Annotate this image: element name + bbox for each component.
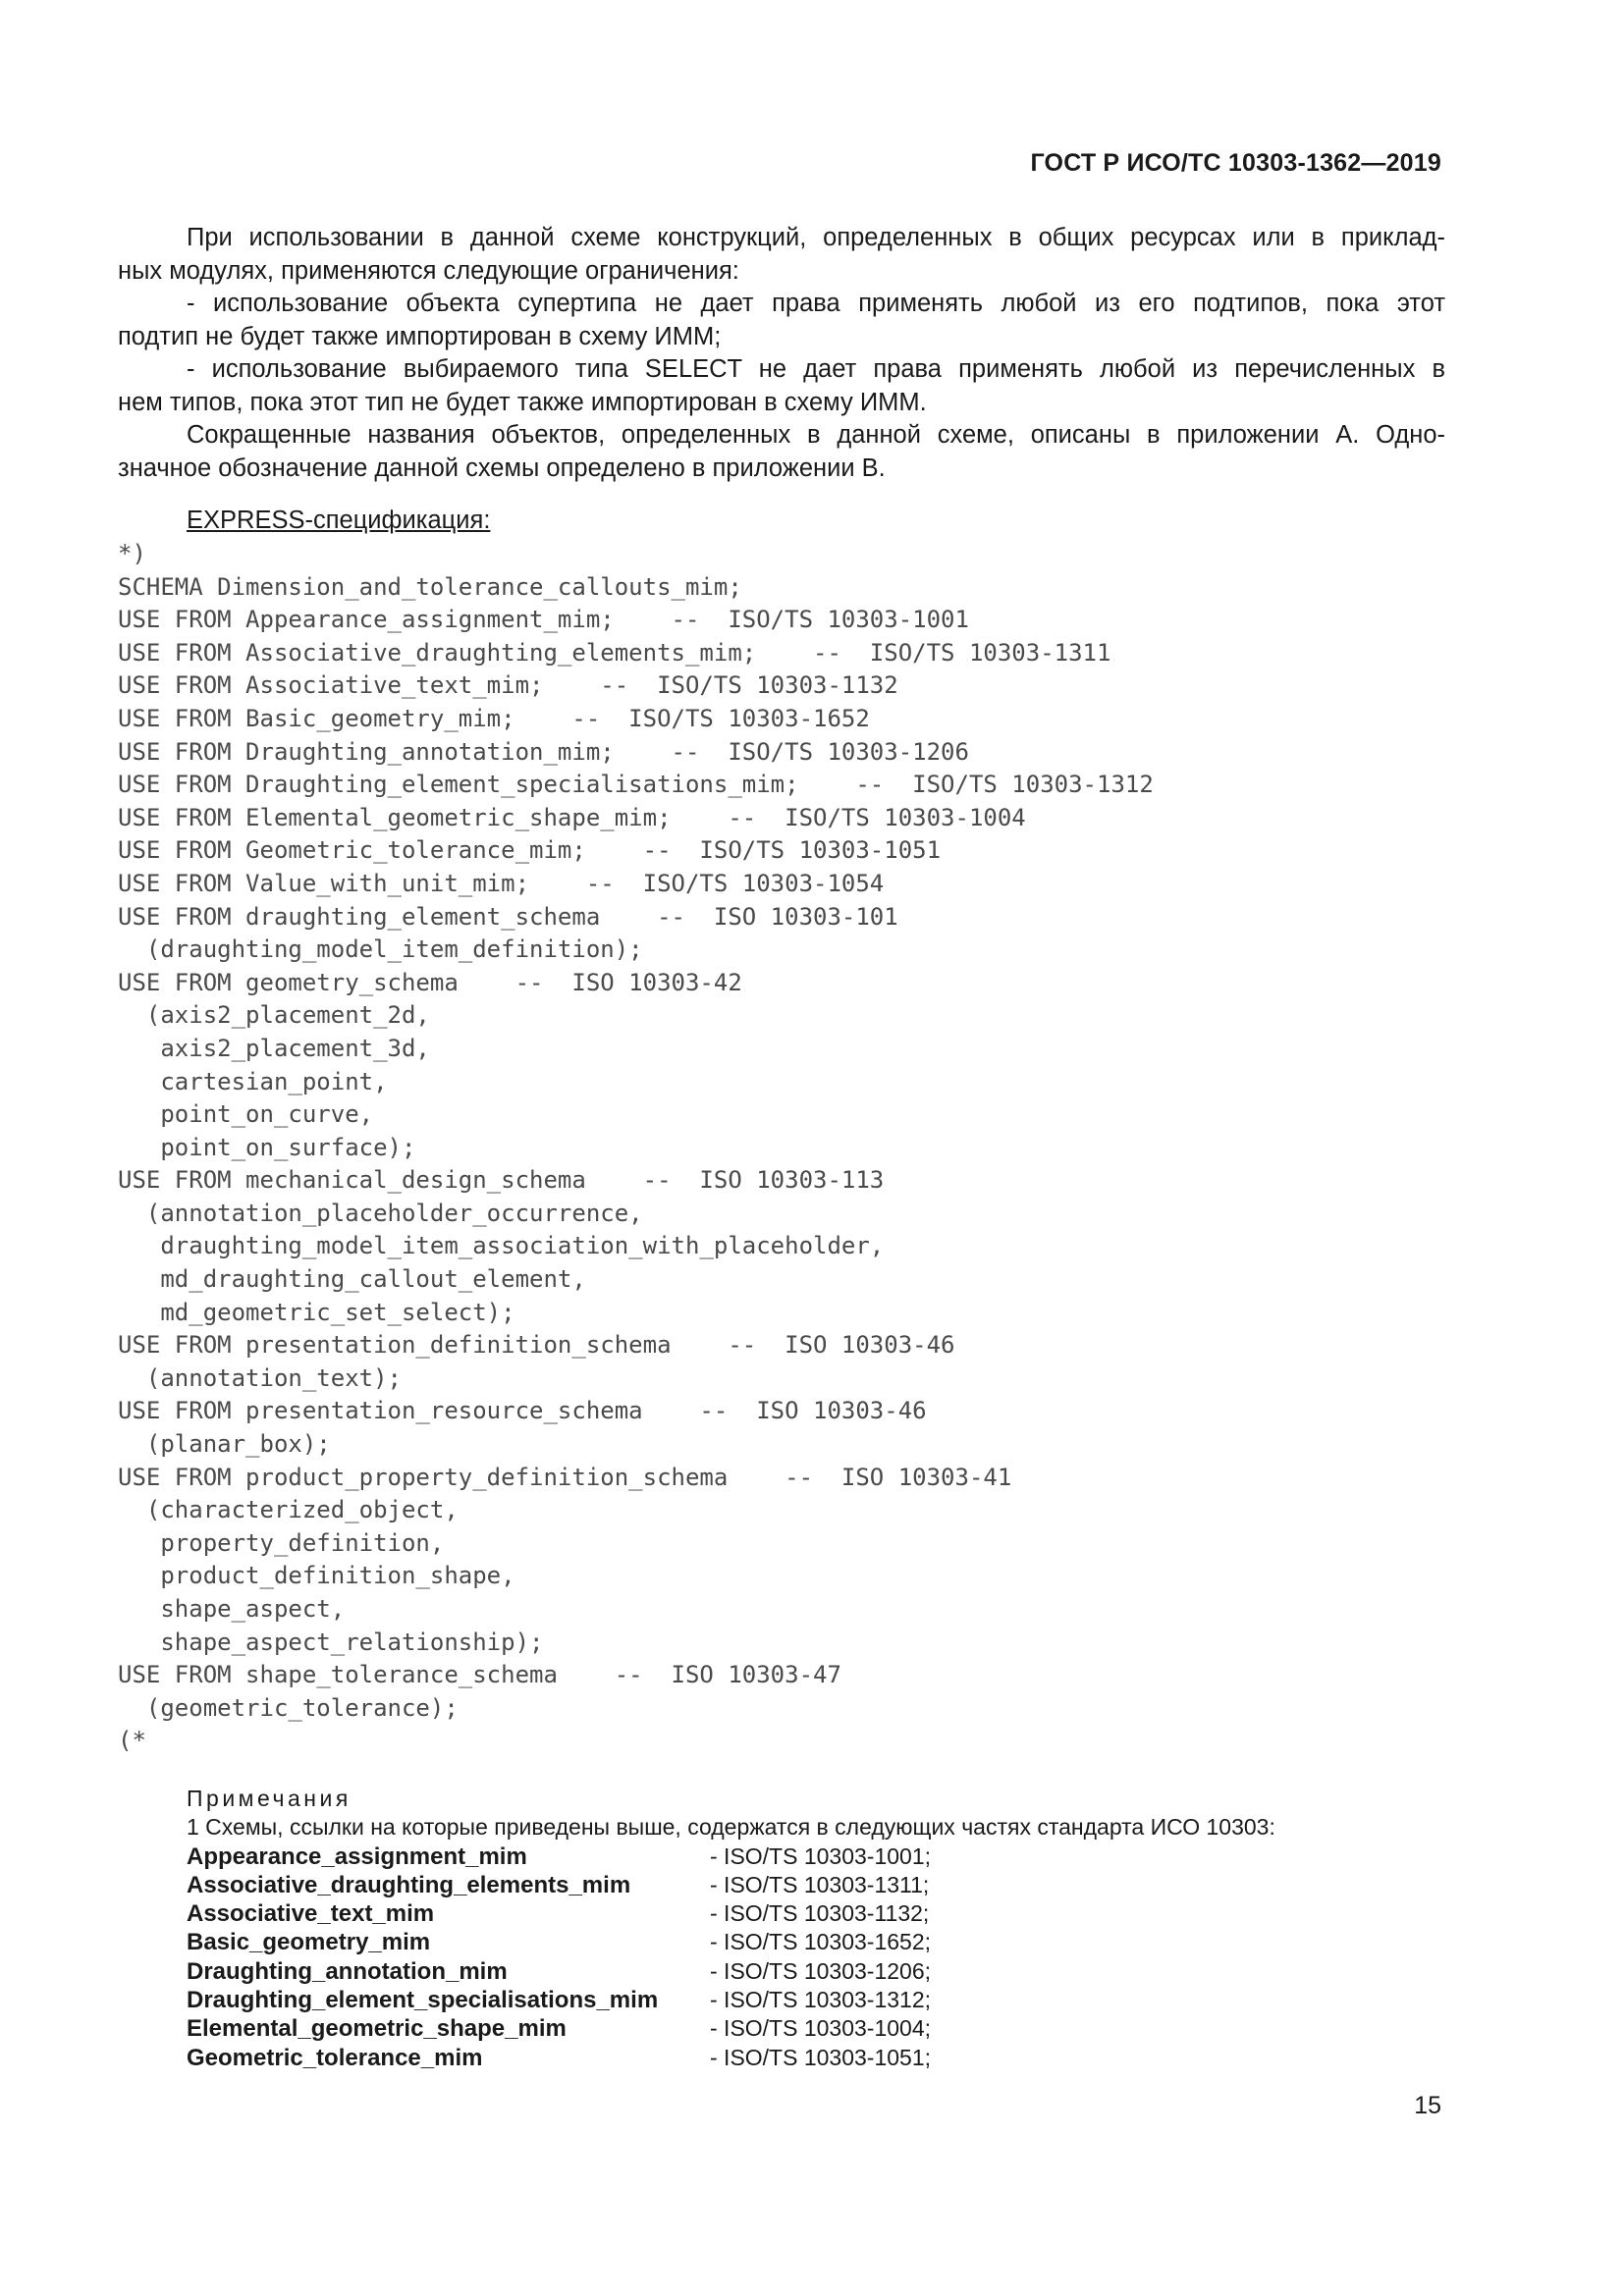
- body-line: Сокращенные названия объектов, определенных в данной схеме, описаны в приложении А. Одно-: [187, 421, 1445, 449]
- code-line: (annotation_text);: [118, 1363, 402, 1392]
- code-line: USE FROM Draughting_annotation_mim; -- ISO/TS 10303-1206: [118, 737, 969, 766]
- body-line: значное обозначение данной схемы определено в приложении В.: [118, 454, 886, 482]
- schema-reference: - ISO/TS 10303-1652;: [710, 1929, 932, 1955]
- code-line: USE FROM geometry_schema -- ISO 10303-42: [118, 968, 742, 996]
- code-line: USE FROM mechanical_design_schema -- ISO 10303-113: [118, 1166, 885, 1195]
- notes-row: [187, 1899, 1275, 1928]
- notes-section: [187, 1785, 1275, 2072]
- code-line: md_geometric_set_select);: [118, 1298, 515, 1326]
- notes-list: [187, 1842, 1275, 2072]
- code-line: (planar_box);: [118, 1430, 331, 1459]
- schema-name: Basic_geometry_mim: [187, 1929, 431, 1956]
- notes-row: [187, 1842, 1275, 1871]
- code-line: shape_aspect,: [118, 1595, 346, 1623]
- code-line: USE FROM Geometric_tolerance_mim; -- ISO/TS 10303-1051: [118, 836, 942, 865]
- code-line: USE FROM shape_tolerance_schema -- ISO 10303-47: [118, 1661, 841, 1689]
- code-line: USE FROM presentation_resource_schema -- ISO 10303-46: [118, 1397, 927, 1425]
- notes-row: [187, 1928, 1275, 1956]
- notes-row: [187, 1957, 1275, 1986]
- code-line: USE FROM Basic_geometry_mim; -- ISO/TS 10303-1652: [118, 704, 870, 732]
- notes-row: [187, 1871, 1275, 1899]
- code-line: (axis2_placement_2d,: [118, 1001, 430, 1030]
- code-line: shape_aspect_relationship);: [118, 1628, 544, 1656]
- code-line: (annotation_placeholder_occurrence,: [118, 1199, 643, 1227]
- code-line: property_definition,: [118, 1528, 445, 1557]
- schema-name: Associative_text_mim: [187, 1900, 435, 1928]
- schema-reference: - ISO/TS 10303-1206;: [710, 1957, 932, 1984]
- body-line: нем типов, пока этот тип не будет также импортирован в схему ИММ.: [118, 388, 927, 416]
- schema-name: Elemental_geometric_shape_mim: [187, 2015, 567, 2043]
- notes-title: Примечания: [187, 1786, 352, 1811]
- code-line: (geometric_tolerance);: [118, 1693, 459, 1722]
- notes-row: [187, 2044, 1275, 2072]
- code-line: point_on_curve,: [118, 1100, 374, 1129]
- body-text: [118, 222, 1445, 485]
- code-line: md_draughting_callout_element,: [118, 1265, 586, 1294]
- notes-intro: 1 Схемы, ссылки на которые приведены выше, содержатся в следующих частях стандарта ИСО 10303:: [187, 1814, 1275, 1841]
- code-line: cartesian_point,: [118, 1067, 388, 1095]
- schema-reference: - ISO/TS 10303-1001;: [710, 1842, 932, 1869]
- schema-name: Appearance_assignment_mim: [187, 1842, 527, 1870]
- schema-name: Draughting_element_specialisations_mim: [187, 1987, 659, 2014]
- code-line: USE FROM Associative_draughting_elements_mim; -- ISO/TS 10303-1311: [118, 638, 1111, 667]
- body-line: При использовании в данной схеме конструкций, определенных в общих ресурсах или в приклад-: [187, 224, 1445, 251]
- code-line: USE FROM draughting_element_schema -- ISO 10303-101: [118, 902, 898, 931]
- express-spec-title: EXPRESS-спецификация:: [187, 507, 491, 534]
- code-line: product_definition_shape,: [118, 1562, 515, 1590]
- code-line: USE FROM product_property_definition_schema -- ISO 10303-41: [118, 1463, 1012, 1491]
- code-line: USE FROM Appearance_assignment_mim; -- ISO/TS 10303-1001: [118, 606, 969, 634]
- code-line: USE FROM Elemental_geometric_shape_mim; -- ISO/TS 10303-1004: [118, 803, 1026, 831]
- schema-reference: - ISO/TS 10303-1051;: [710, 2044, 932, 2070]
- schema-reference: - ISO/TS 10303-1311;: [710, 1871, 930, 1897]
- notes-row: [187, 1986, 1275, 2014]
- code-line: draughting_model_item_association_with_placeholder,: [118, 1232, 885, 1260]
- schema-reference: - ISO/TS 10303-1312;: [710, 1987, 932, 2013]
- schema-name: Geometric_tolerance_mim: [187, 2044, 483, 2071]
- code-line: axis2_placement_3d,: [118, 1034, 430, 1062]
- schema-name: Draughting_annotation_mim: [187, 1957, 508, 1985]
- body-line: ных модулях, применяются следующие ограничения:: [118, 256, 739, 285]
- code-line: *): [118, 540, 146, 567]
- code-line: USE FROM Associative_text_mim; -- ISO/TS 10303-1132: [118, 671, 898, 700]
- code-line: (characterized_object,: [118, 1496, 459, 1524]
- code-line: (*: [118, 1727, 146, 1755]
- code-line: USE FROM Value_with_unit_mim; -- ISO/TS 10303-1054: [118, 869, 885, 897]
- code-line: SCHEMA Dimension_and_tolerance_callouts_mim;: [118, 572, 742, 601]
- express-code-block: [118, 538, 1154, 1758]
- code-line: point_on_surface);: [118, 1133, 416, 1161]
- document-header: ГОСТ Р ИСО/ТС 10303-1362—2019: [1030, 149, 1441, 177]
- schema-reference: - ISO/TS 10303-1004;: [710, 2015, 932, 2042]
- body-line: - использование выбираемого типа SELECT не дает права применять любой из перечисленных в: [187, 355, 1445, 383]
- code-line: USE FROM Draughting_element_specialisations_mim; -- ISO/TS 10303-1312: [118, 771, 1154, 799]
- notes-row: [187, 2014, 1275, 2043]
- code-line: (draughting_model_item_definition);: [118, 935, 643, 964]
- code-line: USE FROM presentation_definition_schema -- ISO 10303-46: [118, 1331, 955, 1360]
- page-number: 15: [1414, 2092, 1441, 2119]
- schema-reference: - ISO/TS 10303-1132;: [710, 1900, 930, 1927]
- body-line: - использование объекта супертипа не дает права применять любой из его подтипов, пока этот: [187, 290, 1445, 317]
- body-line: подтип не будет также импортирован в схему ИММ;: [118, 322, 722, 350]
- schema-name: Associative_draughting_elements_mim: [187, 1871, 631, 1898]
